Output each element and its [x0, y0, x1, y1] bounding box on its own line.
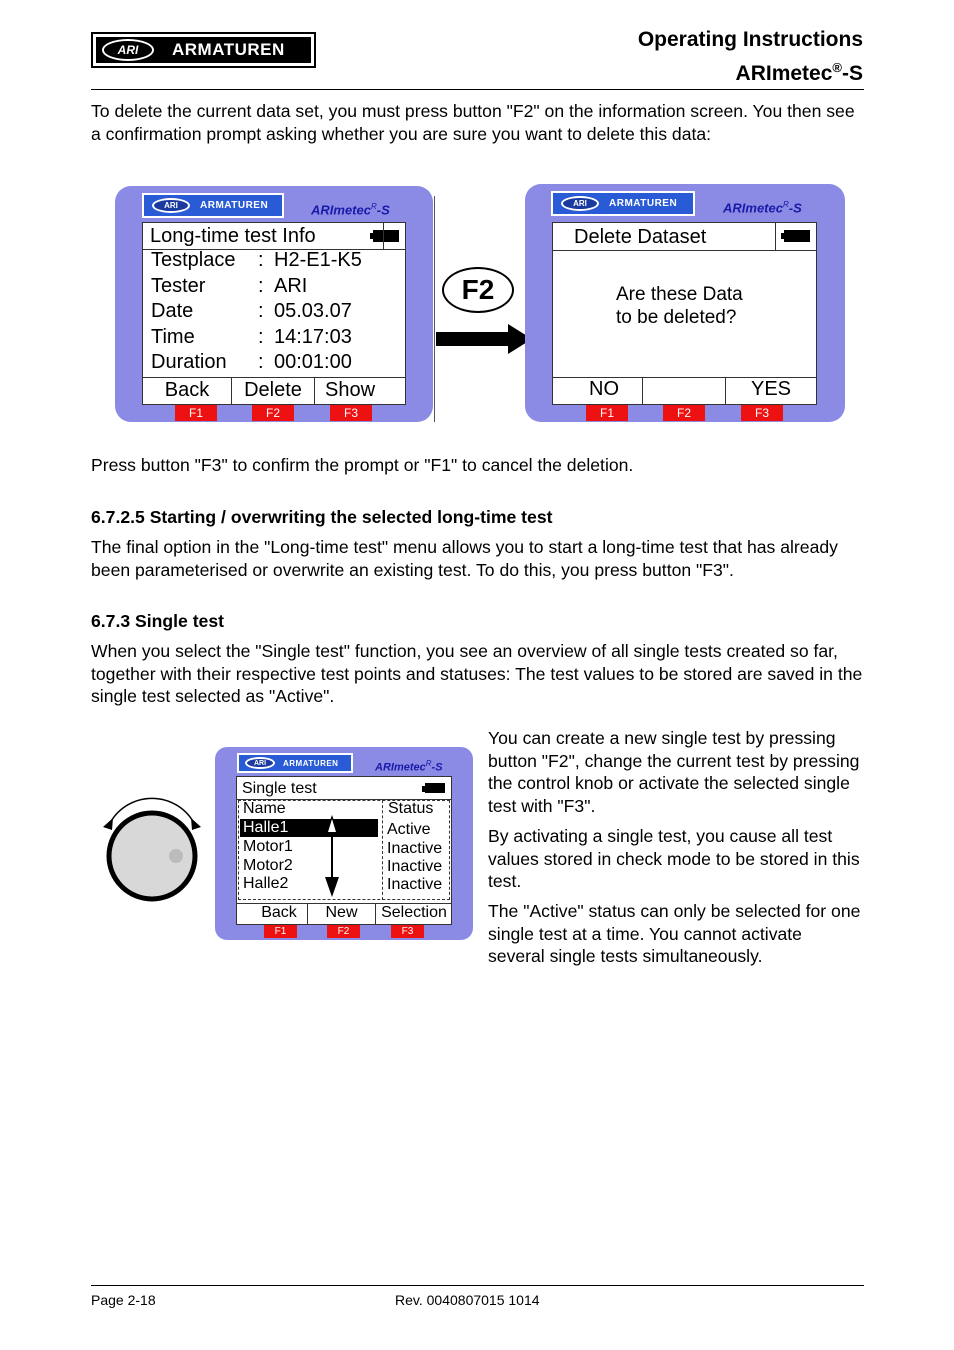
device-logo: ARI ARMATUREN	[237, 753, 353, 773]
f2-key[interactable]: F2	[327, 925, 360, 938]
device-brand: ARImetec$^R$-S	[723, 200, 802, 216]
f2-key-callout: F2	[442, 267, 514, 313]
lcd-title: Single test	[237, 777, 451, 800]
f3-key[interactable]: F3	[391, 925, 424, 938]
softkey-back[interactable]: Back	[164, 379, 210, 401]
side-text-1: You can create a new single test by pressing button "F2", change the current test by pressing the control knob or activate the selected single test with "F3".	[488, 728, 860, 816]
delete-prompt: Are these Data to be deleted?	[616, 284, 743, 328]
info-value: 05.03.07	[274, 300, 352, 322]
table-row-status: Inactive	[387, 840, 443, 857]
screen-divider	[434, 196, 435, 422]
intro-paragraph: To delete the current data set, you must press button "F2" on the information screen. You then see a confirmation prompt asking whether you are sure you want to delete this data:	[91, 101, 855, 144]
battery-icon	[784, 230, 810, 242]
document-title	[638, 26, 863, 88]
f1-key[interactable]: F1	[175, 405, 217, 421]
info-value: 14:17:03	[274, 326, 352, 348]
section-text-6725: The final option in the "Long-time test" menu allows you to start a long-time test that has already been parameterised or overwrite an existing test. To do this, you press button "F3".	[91, 537, 838, 580]
softkey-new[interactable]: New	[325, 904, 358, 921]
up-down-arrow-icon	[324, 815, 340, 897]
f1-key[interactable]: F1	[586, 405, 628, 421]
softkey-show[interactable]: Show	[324, 379, 376, 401]
lcd-display	[552, 222, 817, 405]
device-logo: ARI ARMATUREN	[551, 191, 695, 216]
table-row-name[interactable]: Motor1	[243, 838, 293, 855]
info-value: H2-E1-K5	[274, 249, 362, 271]
ari-armaturen-logo	[91, 32, 316, 68]
footer-divider	[91, 1285, 864, 1286]
right-arrow-icon	[436, 322, 534, 356]
info-label: Tester	[151, 275, 206, 297]
info-value: 00:01:00	[274, 351, 352, 373]
table-row-name[interactable]: Motor2	[243, 857, 293, 874]
info-label: Testplace	[151, 249, 236, 271]
confirm-paragraph: Press button "F3" to confirm the prompt or "F1" to cancel the deletion.	[91, 455, 634, 475]
device-logo: ARI ARMATUREN	[142, 193, 284, 218]
section-heading-673: 6.7.3 Single test	[91, 611, 224, 631]
f2-key[interactable]: F2	[252, 405, 294, 421]
f3-key[interactable]: F3	[330, 405, 372, 421]
side-text-3: The "Active" status can only be selected for one single test at a time. You cannot activate several single tests simultaneously.	[488, 901, 861, 966]
f2-key[interactable]: F2	[663, 405, 705, 421]
lcd-display: Long-time test Info Testplace : H2-E1-K5 Tester : ARI Date : 05.03.07 Time : 14:17:03 Duration : 00:01:00 Back Delete Show	[142, 222, 406, 405]
device-screen-delete	[525, 184, 845, 422]
section-heading-6725: 6.7.2.5 Starting / overwriting the selected long-time test	[91, 507, 553, 527]
f1-key[interactable]: F1	[264, 925, 297, 938]
title-line-2: ARImetec®-S	[735, 60, 863, 85]
armaturen-logo-text: ARMATUREN	[172, 40, 285, 59]
softkey-yes[interactable]: YES	[750, 378, 792, 400]
lcd-title: Delete Dataset	[553, 223, 816, 251]
table-row-status: Active	[387, 821, 431, 838]
device-brand: ARImetec$^R$-S	[375, 759, 443, 774]
page-number: Page 2-18	[91, 1292, 156, 1308]
header-divider	[91, 89, 864, 90]
battery-icon	[373, 230, 399, 242]
lcd-display	[236, 776, 452, 925]
table-row-status: Inactive	[387, 858, 443, 875]
softkey-back[interactable]: Back	[261, 904, 297, 921]
column-header-status: Status	[388, 800, 434, 817]
battery-icon	[425, 783, 445, 793]
device-brand: ARImetec$^R$-S	[311, 202, 390, 218]
device-screen-single-test	[215, 747, 473, 940]
softkey-selection[interactable]: Selection	[381, 904, 447, 921]
section-text-673: When you select the "Single test" function, you see an overview of all single tests created so far, together with their respective test points and statuses: The test values to be stored are saved in the single test selected as "Active".	[91, 641, 863, 706]
softkey-delete[interactable]: Delete	[244, 379, 302, 401]
info-label: Date	[151, 300, 194, 322]
side-text-2: By activating a single test, you cause all test values stored in check mode to be stored in this test.	[488, 826, 860, 891]
lcd-title: Long-time test Info	[143, 223, 405, 250]
device-screen-info	[115, 186, 433, 422]
title-line-1: Operating Instructions	[637, 28, 863, 51]
softkey-no[interactable]: NO	[589, 378, 619, 400]
ari-logo-mark: ARI	[102, 39, 154, 61]
f3-key[interactable]: F3	[741, 405, 783, 421]
table-row-name[interactable]: Halle2	[243, 875, 289, 892]
column-header-name: Name	[243, 800, 286, 817]
control-knob-icon	[100, 790, 206, 906]
table-row-name[interactable]: Halle1	[243, 819, 289, 836]
table-row-status: Inactive	[387, 876, 443, 893]
revision-number: Rev. 0040807015 1014	[395, 1292, 540, 1308]
info-value: ARI	[274, 275, 308, 297]
info-label: Duration	[151, 351, 227, 373]
info-label: Time	[151, 326, 195, 348]
